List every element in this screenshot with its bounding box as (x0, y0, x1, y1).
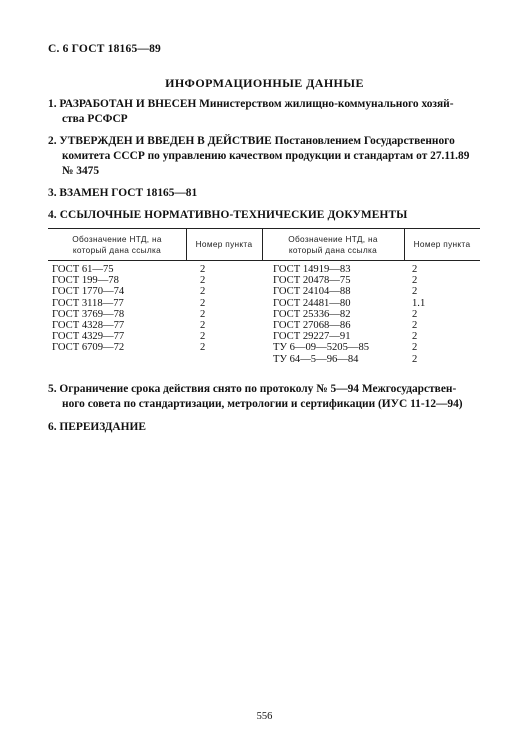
table-cell-doc: ГОСТ 4328—77 (52, 320, 125, 331)
table-cell-doc: ГОСТ 24481—80 (273, 297, 351, 309)
info-item-5 (48, 382, 480, 412)
item-lead: ССЫЛОЧНЫЕ НОРМАТИВНО-ТЕХНИЧЕСКИЕ ДОКУМЕНТЫ (59, 209, 408, 221)
info-item-3 (48, 186, 480, 201)
info-item-2 (48, 134, 480, 179)
table-cell-doc: ГОСТ 27068—86 (273, 320, 351, 331)
item-number: 6. (48, 421, 57, 433)
table-cell-clause: 2 (412, 331, 418, 343)
table-cell-clause: 2 (200, 286, 206, 298)
page-number: 556 (256, 711, 273, 722)
info-item-1 (48, 97, 480, 127)
table-cell-doc: ТУ 64—5—96—84 (273, 353, 359, 365)
table-header-rule (48, 260, 480, 261)
item-number: 4. (48, 209, 57, 221)
item-text-cont: № 3475 (62, 165, 100, 177)
table-cell-clause: 2 (412, 264, 418, 275)
table-cell-doc: ГОСТ 61—75 (52, 264, 114, 275)
table-cell-doc: ГОСТ 25336—82 (273, 308, 351, 320)
table-top-rule (48, 228, 480, 229)
item-lead: ПЕРЕИЗДАНИЕ (59, 421, 146, 433)
table-cell-clause: 2 (200, 331, 206, 343)
page-header: С. 6 ГОСТ 18165—89 (48, 43, 161, 55)
item-text: Ограничение срока действия снято по протоколу № 5—94 Межгосударствен- (59, 383, 457, 395)
item-lead: ВЗАМЕН ГОСТ 18165—81 (59, 187, 198, 199)
item-text: Министерством жилищно-коммунального хозяй- (199, 98, 454, 110)
table-cell-doc: ГОСТ 3118—77 (52, 297, 124, 309)
item-number: 5. (48, 383, 57, 395)
item-number: 3. (48, 187, 57, 199)
table-cell-clause: 1.1 (412, 297, 426, 309)
table-cell-clause: 2 (412, 308, 418, 320)
table-cell-doc: ГОСТ 6709—72 (52, 342, 125, 354)
table-cell-clause: 2 (412, 320, 418, 331)
table-cell-clause: 2 (200, 275, 206, 287)
table-cell-clause: 2 (412, 353, 418, 365)
item-lead: РАЗРАБОТАН И ВНЕСЕН (59, 98, 197, 110)
table-cell-doc: ГОСТ 4329—77 (52, 331, 125, 343)
table-cell-clause: 2 (412, 342, 418, 354)
table-cell-doc: ГОСТ 199—78 (52, 275, 119, 287)
table-cell-clause: 2 (200, 297, 206, 309)
item-text: Постановлением Государственного (274, 135, 455, 147)
table-cell-clause: 2 (200, 342, 206, 354)
column-header-clause: Номер пункта (413, 239, 471, 249)
section-title: ИНФОРМАЦИОННЫЕ ДАННЫЕ (165, 76, 364, 90)
table-cell-doc: ГОСТ 14919—83 (273, 264, 351, 275)
table-cell-clause: 2 (412, 286, 418, 298)
table-cell-doc: ТУ 6—09—5205—85 (273, 342, 370, 354)
item-number: 2. (48, 135, 57, 147)
table-cell-clause: 2 (200, 308, 206, 320)
column-header-doc: Обозначение НТД, на который дана ссылка (288, 234, 378, 255)
info-item-6 (48, 420, 480, 435)
item-lead: УТВЕРЖДЕН И ВВЕДЕН В ДЕЙСТВИЕ (59, 135, 272, 147)
item-text-cont: ного совета по стандартизации, метрологии и сертификации (ИУС 11-12—94) (62, 398, 463, 410)
item-number: 1. (48, 98, 57, 110)
table-cell-clause: 2 (412, 275, 418, 287)
column-header-clause: Номер пункта (195, 239, 253, 249)
table-cell-clause: 2 (200, 320, 206, 331)
column-header-doc: Обозначение НТД, на который дана ссылка (72, 234, 162, 255)
table-cell-doc: ГОСТ 24104—88 (273, 286, 351, 298)
table-cell-doc: ГОСТ 3769—78 (52, 308, 125, 320)
item-text-cont: комитета СССР по управлению качеством продукции и стандартам от 27.11.89 (62, 150, 470, 162)
table-cell-doc: ГОСТ 1770—74 (52, 286, 125, 298)
table-cell-doc: ГОСТ 29227—91 (273, 331, 351, 343)
table-cell-doc: ГОСТ 20478—75 (273, 275, 351, 287)
info-item-4 (48, 208, 480, 223)
item-text-cont: ства РСФСР (62, 113, 128, 125)
table-cell-clause: 2 (200, 264, 206, 275)
